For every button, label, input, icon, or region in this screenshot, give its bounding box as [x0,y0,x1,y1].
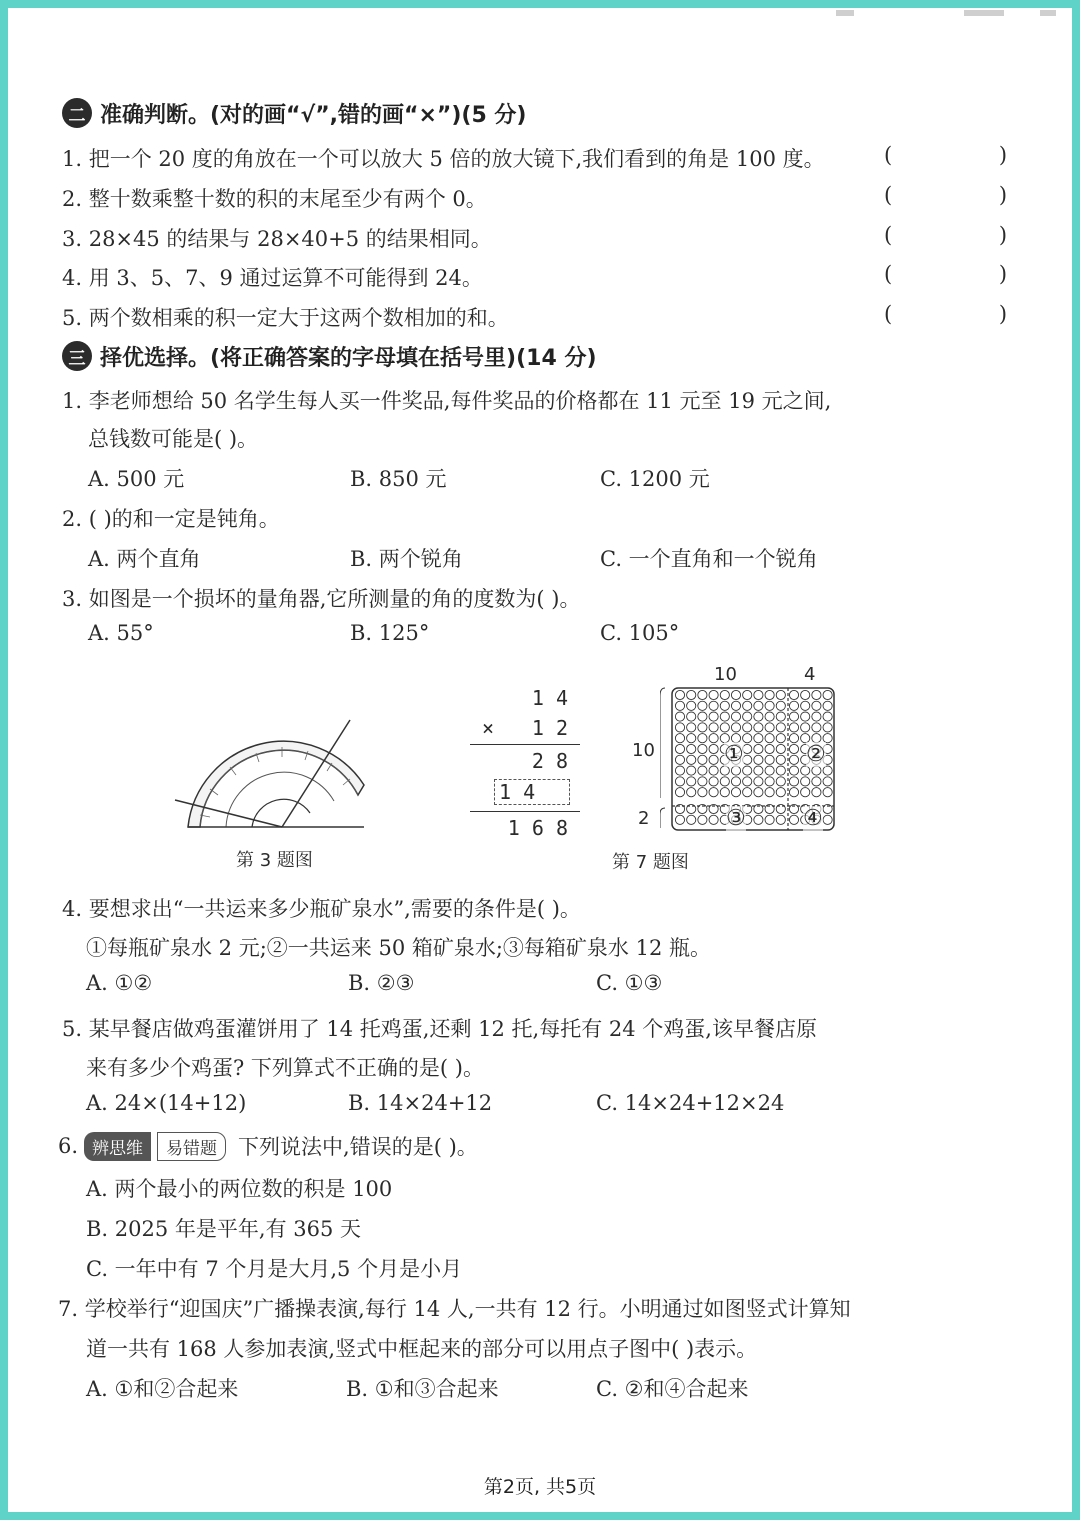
q3-line1: 3. 如图是一个损坏的量角器,它所测量的角的度数为( )。 [62,587,581,611]
section3-heading: 择优选择。(将正确答案的字母填在括号里)(14 分) [100,345,597,371]
grid-dot [687,788,696,797]
section3-title [62,338,597,374]
grid-dot [765,701,774,710]
dot-grid-top-right-label: 4 [804,664,816,685]
grid-dot [776,712,785,721]
q4-line2: ①每瓶矿泉水 2 元;②一共运来 50 箱矿泉水;③每箱矿泉水 12 瓶。 [86,936,712,960]
q2-option-b[interactable]: B. 两个锐角 [350,547,463,571]
grid-dot [776,788,785,797]
grid-dot [675,766,684,775]
q1-option-a[interactable]: A. 500 元 [88,467,185,491]
grid-dot [698,744,707,753]
grid-dot [698,777,707,786]
grid-dot [731,723,740,732]
grid-dot [698,690,707,699]
q6-option-a[interactable]: A. 两个最小的两位数的积是 100 [86,1177,393,1201]
grid-dot [801,701,810,710]
dot-grid-side-bottom-label: 2 [638,808,650,829]
grid-dot [812,701,821,710]
grid-dot [789,723,798,732]
grid-dot [675,712,684,721]
grid-dot [687,701,696,710]
grid-dot [720,777,729,786]
grid-dot [789,755,798,764]
grid-dot [776,723,785,732]
grid-dot [823,723,832,732]
q3-option-b[interactable]: B. 125° [350,621,430,645]
q6-number: 6. [58,1134,79,1158]
grid-dot [765,744,774,753]
q7-option-c[interactable]: C. ②和④合起来 [596,1377,749,1401]
grid-dot [720,701,729,710]
grid-dot [765,766,774,775]
section2-heading: 准确判断。(对的画“√”,错的画“×”)(5 分) [100,102,527,128]
answer-paren[interactable]: ( ) [884,143,1058,167]
grid-dot [720,690,729,699]
grid-dot [709,712,718,721]
grid-dot [765,712,774,721]
grid-dot [776,815,785,824]
grid-dot [776,766,785,775]
q5-line2: 来有多少个鸡蛋? 下列算式不正确的是( )。 [86,1056,484,1080]
q1-line1: 1. 李老师想给 50 名学生每人买一件奖品,每件奖品的价格都在 11 元至 19 元之间, [62,389,832,413]
q7-line2: 道一共有 168 人参加表演,竖式中框起来的部分可以用点子图中( )表示。 [86,1337,758,1361]
grid-dot [776,755,785,764]
grid-dot [687,766,696,775]
mult-top: 1 4 [531,686,568,710]
grid-dot [698,734,707,743]
q3-option-c[interactable]: C. 105° [600,621,680,645]
grid-dot [823,777,832,786]
grid-dot [776,701,785,710]
grid-dot [709,815,718,824]
grid-dot [789,744,798,753]
grid-dot [675,755,684,764]
grid-dot [731,701,740,710]
grid-dot [731,788,740,797]
grid-dot [789,712,798,721]
q4-option-c[interactable]: C. ①③ [596,971,663,995]
grid-dot [776,777,785,786]
q3-option-a[interactable]: A. 55° [88,621,154,645]
grid-dot [789,777,798,786]
mult-result: 1 6 8 [507,816,568,840]
grid-dot [789,734,798,743]
grid-dot [823,690,832,699]
grid-dot [754,777,763,786]
grid-dot [789,815,798,824]
region-2-label: ② [806,742,826,767]
q1-option-b[interactable]: B. 850 元 [350,467,447,491]
grid-dot [743,755,752,764]
grid-dot [789,690,798,699]
grid-dot [687,777,696,786]
grid-dot [687,734,696,743]
grid-dot [698,723,707,732]
grid-dot [754,734,763,743]
grid-dot [720,712,729,721]
q6-line [58,1131,478,1161]
q4-option-a[interactable]: A. ①② [86,971,153,995]
q5-option-b[interactable]: B. 14×24+12 [348,1091,493,1115]
grid-dot [709,734,718,743]
grid-dot [765,755,774,764]
mult-times: × [482,716,495,740]
grid-dot [765,815,774,824]
grid-dot [709,690,718,699]
mult-partial-2-boxed: 1 4 [494,779,570,805]
answer-paren[interactable]: ( ) [884,223,1058,247]
q6-text: 下列说法中,错误的是( )。 [238,1135,478,1159]
grid-dot [687,744,696,753]
grid-dot [754,723,763,732]
grid-dot [812,712,821,721]
grid-dot [754,744,763,753]
answer-paren[interactable]: ( ) [884,183,1058,207]
broken-protractor-figure [170,715,390,835]
q2-option-c[interactable]: C. 一个直角和一个锐角 [600,547,818,571]
judge-item-5: 5. 两个数相乘的积一定大于这两个数相加的和。 [62,306,509,330]
answer-paren[interactable]: ( ) [884,302,1058,326]
q4-line1: 4. 要想求出“一共运来多少瓶矿泉水”,需要的条件是( )。 [62,897,581,921]
grid-dot [720,788,729,797]
q5-option-c[interactable]: C. 14×24+12×24 [596,1091,785,1115]
scan-mark [1040,10,1056,16]
q2-line1: 2. ( )的和一定是钝角。 [62,507,280,531]
grid-dot [754,766,763,775]
grid-dot [776,734,785,743]
vertical-multiplication [470,686,580,840]
grid-dot [765,723,774,732]
grid-dot [754,815,763,824]
grid-dot [812,690,821,699]
region-1-label: ① [724,742,744,767]
grid-dot [675,744,684,753]
grid-dot [754,755,763,764]
grid-dot [743,777,752,786]
grid-dot [675,734,684,743]
grid-dot [812,723,821,732]
grid-dot [823,788,832,797]
grid-dot [687,712,696,721]
grid-dot [709,744,718,753]
grid-dot [709,777,718,786]
grid-dot [709,723,718,732]
grid-dot [743,723,752,732]
grid-dot [743,766,752,775]
grid-dot [720,723,729,732]
q7-option-b[interactable]: B. ①和③合起来 [346,1377,499,1401]
q5-line1: 5. 某早餐店做鸡蛋灌饼用了 14 托鸡蛋,还剩 12 托,每托有 24 个鸡蛋,该早餐店原 [62,1017,817,1041]
q6-badge-error-prone: 易错题 [157,1132,226,1161]
q7-option-a[interactable]: A. ①和②合起来 [86,1377,239,1401]
grid-dot [675,723,684,732]
grid-dot [731,712,740,721]
grid-dot [731,690,740,699]
grid-dot [812,788,821,797]
q5-option-a[interactable]: A. 24×(14+12) [86,1091,247,1115]
judge-item-4: 4. 用 3、5、7、9 通过运算不可能得到 24。 [62,266,483,290]
grid-dot [743,701,752,710]
grid-dot [754,712,763,721]
grid-dot [675,701,684,710]
dot-grid-side-top-label: 10 [632,740,655,761]
grid-dot [754,788,763,797]
grid-dot [823,701,832,710]
grid-dot [823,766,832,775]
q6-option-b[interactable]: B. 2025 年是平年,有 365 天 [86,1217,362,1241]
q7-line1: 7. 学校举行“迎国庆”广播操表演,每行 14 人,一共有 12 行。小明通过如图竖式计算知 [58,1297,851,1321]
grid-dot [698,755,707,764]
mult-partial-1: 2 8 [531,749,568,773]
answer-paren[interactable]: ( ) [884,262,1058,286]
grid-dot [675,690,684,699]
grid-dot [687,755,696,764]
grid-dot [743,744,752,753]
grid-dot [789,788,798,797]
grid-dot [801,723,810,732]
grid-dot [698,815,707,824]
grid-dot [743,712,752,721]
grid-dot [765,777,774,786]
judge-item-3: 3. 28×45 的结果与 28×40+5 的结果相同。 [62,227,492,251]
grid-dot [709,788,718,797]
grid-dot [789,766,798,775]
grid-dot [675,777,684,786]
grid-dot [754,690,763,699]
grid-dot [801,788,810,797]
fig7-caption: 第 7 题图 [612,852,689,873]
section2-title [62,95,527,131]
grid-dot [823,815,832,824]
grid-dot [765,734,774,743]
grid-dot [812,766,821,775]
q2-option-a[interactable]: A. 两个直角 [88,547,201,571]
dot-grid-top-left-label: 10 [714,664,737,685]
grid-dot [765,690,774,699]
grid-dot [754,701,763,710]
grid-dot [801,777,810,786]
grid-dot [801,690,810,699]
grid-dot [687,723,696,732]
q6-option-c[interactable]: C. 一年中有 7 个月是大月,5 个月是小月 [86,1257,463,1281]
grid-dot [789,701,798,710]
grid-dot [823,712,832,721]
section2-number: 二 [62,98,92,128]
grid-dot [709,766,718,775]
q1-line2: 总钱数可能是( )。 [88,427,259,451]
mult-second: 1 2 [531,716,568,740]
grid-dot [776,690,785,699]
grid-dot [743,788,752,797]
grid-dot [698,712,707,721]
grid-dot [698,788,707,797]
grid-dot [743,734,752,743]
grid-dot [776,744,785,753]
grid-dot [675,788,684,797]
grid-dot [731,777,740,786]
grid-dot [731,766,740,775]
q4-option-b[interactable]: B. ②③ [348,971,415,995]
grid-dot [675,815,684,824]
q1-option-c[interactable]: C. 1200 元 [600,467,710,491]
region-3-label: ③ [726,806,746,831]
section3-number: 三 [62,341,92,371]
fig3-caption: 第 3 题图 [236,850,313,871]
grid-dot [698,766,707,775]
grid-dot [687,815,696,824]
grid-dot [801,766,810,775]
grid-dot [709,701,718,710]
grid-dot [765,788,774,797]
grid-dot [812,777,821,786]
grid-dot [687,690,696,699]
grid-dot [720,766,729,775]
judge-item-1: 1. 把一个 20 度的角放在一个可以放大 5 倍的放大镜下,我们看到的角是 100 度。 [62,147,825,171]
page-footer: 第2页, 共5页 [483,1476,597,1498]
judge-item-2: 2. 整十数乘整十数的积的末尾至少有两个 0。 [62,187,487,211]
grid-dot [709,755,718,764]
scan-mark [836,10,854,16]
grid-dot [698,701,707,710]
region-4-label: ④ [803,806,823,831]
scan-mark [964,10,1004,16]
q6-badge-thinking: 辨思维 [84,1132,151,1161]
grid-dot [743,690,752,699]
grid-dot [801,712,810,721]
